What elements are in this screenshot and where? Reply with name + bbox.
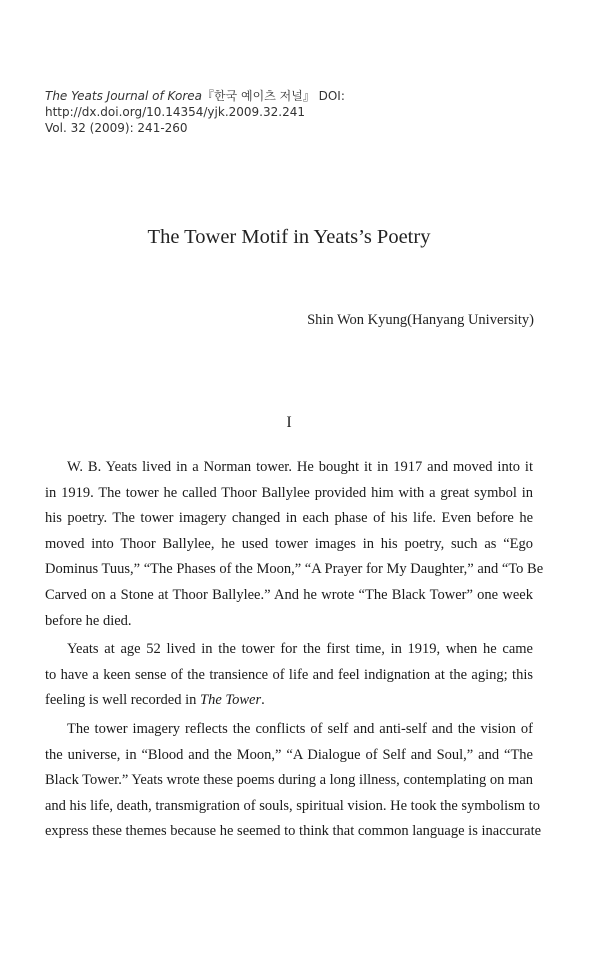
text-line: the universe, in “Blood and the Moon,” “A Dialogue of Self and Soul,” and “The [45,746,533,763]
doi-link[interactable]: DOI: http://dx.doi.org/10.14354/yjk.2009.32.241 [45,89,345,119]
text-line: and his life, death, transmigration of souls, spiritual vision. He took the symbolism to [45,797,540,814]
text-line: before he died. [45,612,132,629]
text-fragment: feeling is well recorded in [45,692,201,709]
text-line: moved into Thoor Ballylee, he used tower images in his poetry, such as “Ego [45,535,533,552]
text-line: Carved on a Stone at Thoor Ballylee.” And he wrote “The Black Tower” one week [45,586,533,603]
journal-header [45,88,575,136]
text-line: Dominus Tuus,” “The Phases of the Moon,” “A Prayer for My Daughter,” and “To Be [45,561,544,578]
article-title: The Tower Motif in Yeats’s Poetry [147,226,431,248]
paragraph [45,637,533,714]
paragraph [45,455,544,634]
text-line: Yeats at age 52 lived in the tower for the first time, in 1919, when he came [67,641,533,658]
text-line: express these themes because he seemed to think that common language is inaccurate [45,823,542,840]
text-line: Black Tower.” Yeats wrote these poems during a long illness, contemplating on man [45,772,534,789]
paragraph [45,717,542,845]
text-line [45,688,533,714]
text-line: to have a keen sense of the transience of life and feel indignation at the aging; this [45,666,533,683]
journal-name: The Yeats Journal of Korea [45,89,203,103]
journal-citation-line [45,88,575,120]
text-fragment: . [261,692,265,709]
text-line: in 1919. The tower he called Thoor Ballylee provided him with a great symbol in [45,484,533,501]
section-heading: I [286,414,292,431]
journal-korean-name: 『한국 예이츠 저널』 [202,89,315,103]
article-body [45,455,544,845]
article-author: Shin Won Kyung(Hanyang University) [307,312,534,328]
text-line: his poetry. The tower imagery changed in each phase of his life. Even before he [45,510,533,527]
text-line: W. B. Yeats lived in a Norman tower. He bought it in 1917 and moved into it [67,459,533,475]
volume-info: Vol. 32 (2009): 241-260 [45,121,188,135]
book-title: The Tower [200,692,262,709]
text-line: The tower imagery reflects the conflicts of self and anti-self and the vision of [67,720,533,737]
